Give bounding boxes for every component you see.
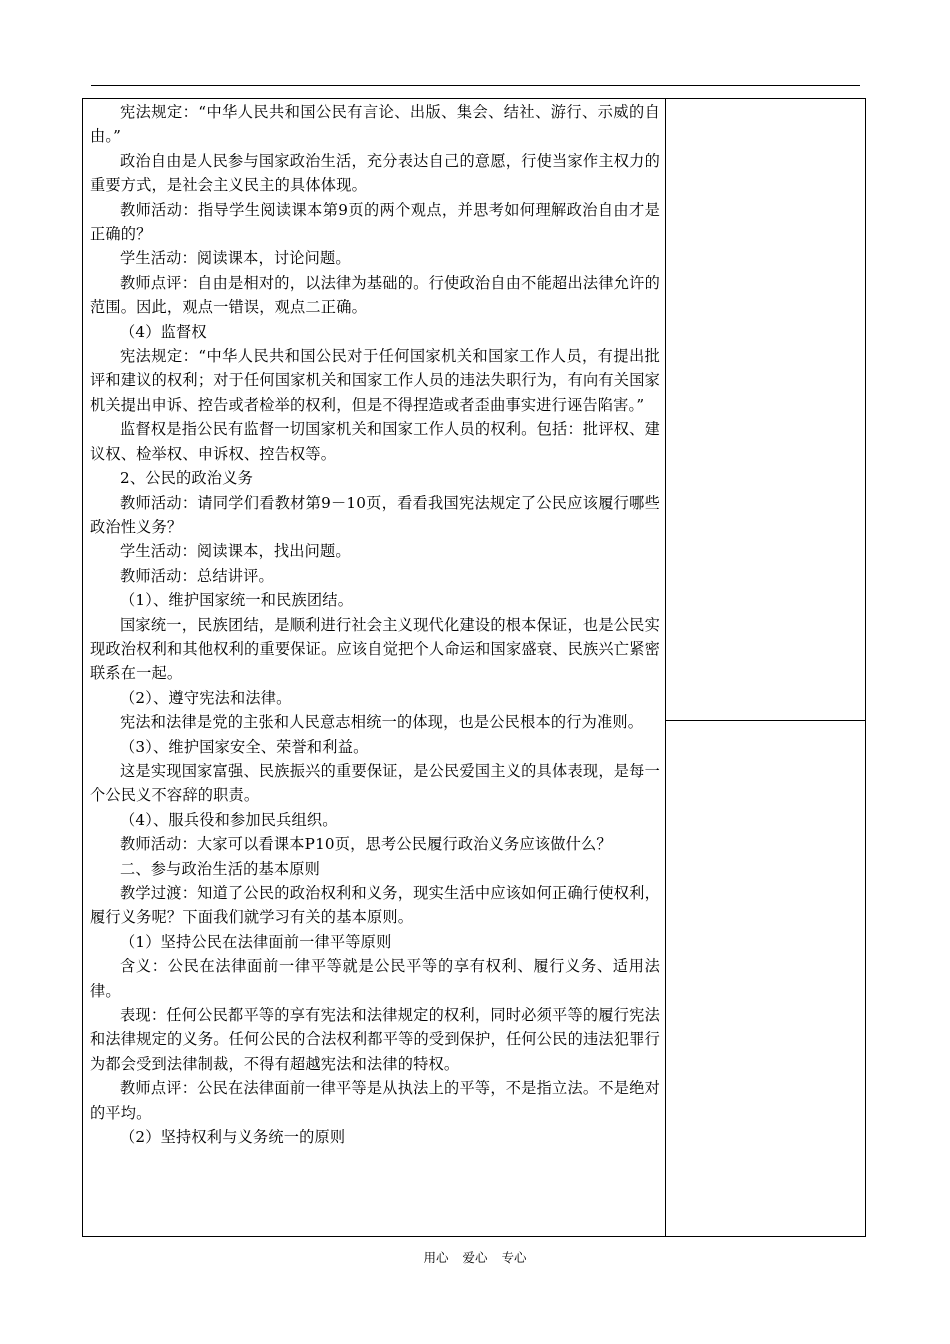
section-heading: （1）、维护国家统一和民族团结。 (120, 591, 354, 610)
paragraph: 宪法规定：“中华人民共和国公民对于任何国家机关和国家工作人员，有提出批评和建议的权利；对于任何国家机关和国家工作人员的违法失职行为，有向有关国家机关提出申诉、控告或者检举的权利，但是不得捏造或者歪曲事实进行诬告陷害。” (90, 347, 660, 414)
section-heading: 2、公民的政治义务 (120, 469, 253, 488)
page-footer: 用心 爱心 专心 (423, 1250, 527, 1265)
column-divider (665, 99, 666, 1236)
section-heading: 二、参与政治生活的基本原则 (120, 859, 321, 878)
paragraph: 教师活动：指导学生阅读课本第9页的两个观点，并思考如何理解政治自由才是正确的？ (90, 200, 660, 244)
paragraph: 教师点评：自由是相对的，以法律为基础的。行使政治自由不能超出法律允许的范围。因此，观点一错误，观点二正确。 (90, 273, 660, 317)
section-heading: （2）坚持权利与义务统一的原则 (120, 1128, 346, 1147)
paragraph: 宪法和法律是党的主张和人民意志相统一的体现，也是公民根本的行为准则。 (120, 713, 644, 732)
paragraph: 国家统一，民族团结，是顺利进行社会主义现代化建设的根本保证，也是公民实现政治权利和其他权利的重要保证。应该自觉把个人命运和国家盛衰、民族兴亡紧密联系在一起。 (90, 615, 660, 683)
paragraph: 政治自由是人民参与国家政治生活，充分表达自己的意愿，行使当家作主权力的重要方式，是社会主义民主的具体体现。 (90, 151, 660, 195)
lesson-content-cell (90, 100, 660, 1149)
section-heading: （4）监督权 (120, 322, 207, 341)
section-heading: （1）坚持公民在法律面前一律平等原则 (120, 932, 392, 951)
paragraph: 教师活动：请同学们看教材第9－10页，看看我国宪法规定了公民应该履行哪些政治性义务？ (90, 493, 660, 536)
paragraph: 教学过渡：知道了公民的政治权利和义务，现实生活中应该如何正确行使权利，履行义务呢？下面我们就学习有关的基本原则。 (90, 884, 660, 927)
section-heading: （3）、维护国家安全、荣誉和利益。 (120, 737, 369, 756)
paragraph: 含义：公民在法律面前一律平等就是公民平等的享有权利、履行义务、适用法律。 (90, 957, 660, 1000)
paragraph: 教师活动：总结讲评。 (120, 566, 274, 585)
paragraph: 监督权是指公民有监督一切国家机关和国家工作人员的权利。包括：批评权、建议权、检举权、申诉权、控告权等。 (90, 420, 660, 463)
paragraph: 学生活动：阅读课本，讨论问题。 (120, 249, 351, 268)
paragraph: 表现：任何公民都平等的享有宪法和法律规定的权利，同时必须平等的履行宪法和法律规定的义务。任何公民的合法权利都平等的受到保护，任何公民的违法犯罪行为都会受到法律制裁，不得有超越宪法和法律的特权。 (90, 1006, 660, 1073)
paragraph: 教师点评：公民在法律面前一律平等是从执法上的平等，不是指立法。不是绝对的平均。 (90, 1079, 660, 1122)
paragraph: 宪法规定：“中华人民共和国公民有言论、出版、集会、结社、游行、示威的自由。” (90, 103, 660, 146)
lesson-table (82, 98, 866, 1237)
section-heading: （4）、服兵役和参加民兵组织。 (120, 810, 338, 829)
paragraph: 这是实现国家富强、民族振兴的重要保证，是公民爱国主义的具体表现，是每一个公民义不容辞的职责。 (90, 761, 660, 805)
paragraph: 学生活动：阅读课本，找出问题。 (120, 542, 351, 561)
right-cell-divider (665, 720, 866, 721)
section-heading: （2）、遵守宪法和法律。 (120, 688, 292, 707)
header-rule (91, 85, 860, 86)
paragraph: 教师活动：大家可以看课本P10页，思考公民履行政治义务应该做什么？ (120, 835, 612, 854)
